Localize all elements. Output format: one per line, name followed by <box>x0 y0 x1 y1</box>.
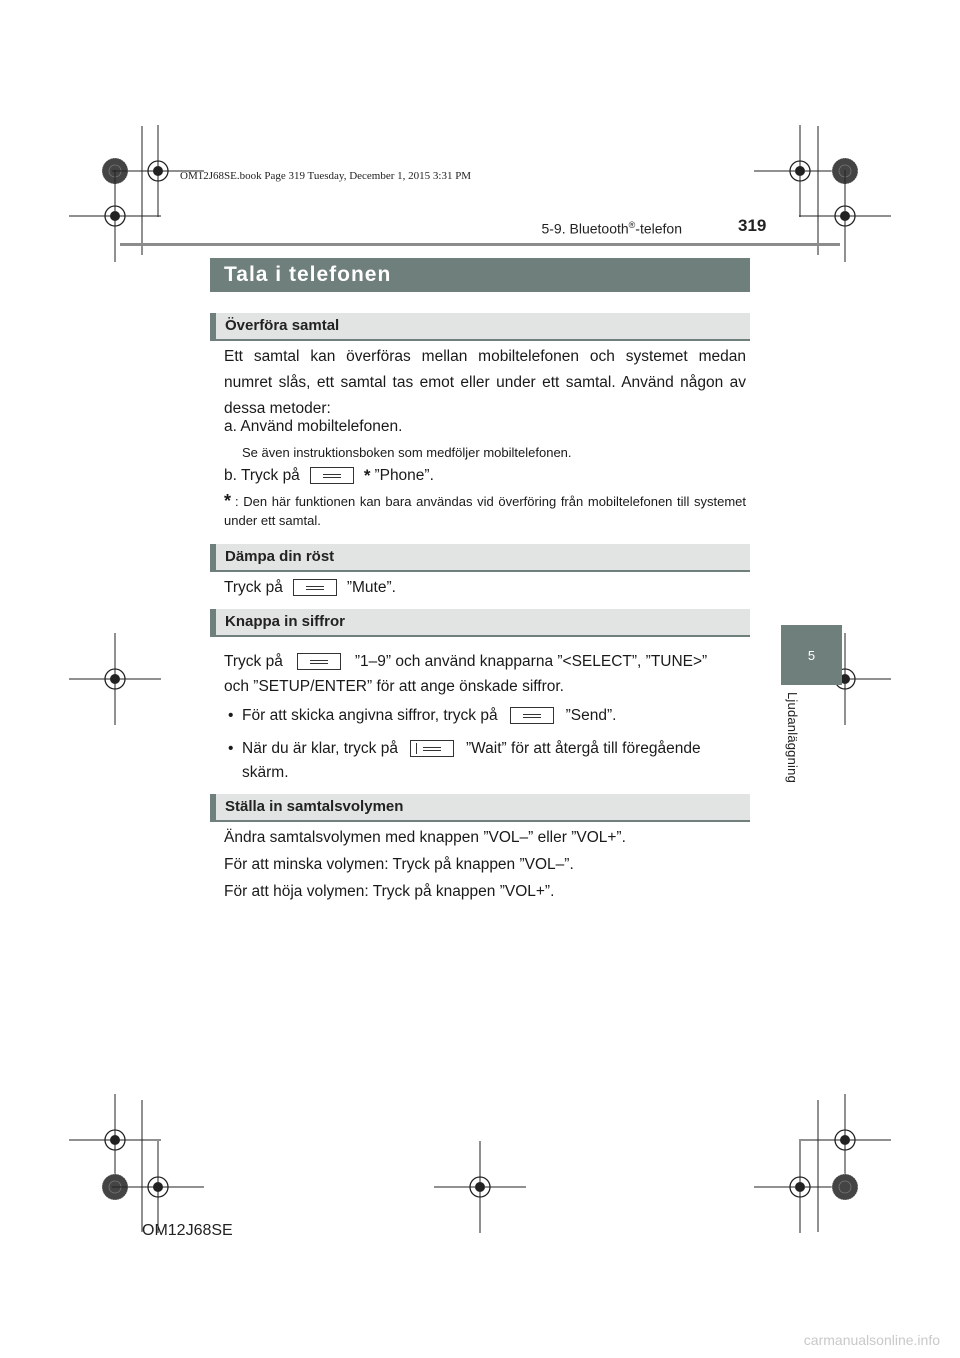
registered-mark: ® <box>628 220 636 230</box>
registration-mark <box>69 1094 161 1186</box>
digits-bullet-send <box>228 703 750 729</box>
registration-mark <box>69 170 161 262</box>
wait-button-icon <box>410 740 454 757</box>
bullet-icon: • <box>228 740 243 757</box>
transfer-item-a-note: Se även instruktionsboken som medföljer mobiltelefonen. <box>242 445 572 460</box>
send-button-icon <box>510 707 554 724</box>
chapter-tab: 5 <box>781 625 842 685</box>
digits-line1 <box>224 649 746 675</box>
transfer-item-b <box>224 463 746 489</box>
registration-mark <box>799 1094 891 1186</box>
registration-mark <box>799 170 891 262</box>
transfer-item-b-prefix: b. Tryck på <box>224 467 300 484</box>
watermark: carmanualsonline.info <box>803 1332 940 1348</box>
header-divider <box>120 243 840 246</box>
transfer-footnote <box>224 492 746 530</box>
digits-bullet2-suffix: ”Wait” för att återgå till föregående <box>465 740 701 757</box>
bullet-icon: • <box>228 707 243 724</box>
footnote-text: : Den här funktionen kan bara användas vid överföring från mobiltelefonen till systemet under ett samtal. <box>224 494 746 528</box>
page-number: 319 <box>738 216 767 235</box>
digits-bullet2-prefix: När du är klar, tryck på <box>242 740 398 757</box>
phone-button-icon <box>310 467 354 484</box>
digits-line2: och ”SETUP/ENTER” för att ange önskade siffror. <box>224 678 564 695</box>
digits-bullet2-line2: skärm. <box>242 764 289 781</box>
registration-mark <box>112 1141 204 1233</box>
section-prefix: 5-9. Bluetooth <box>541 220 629 237</box>
registration-mark <box>832 1174 858 1200</box>
digits-bullet1-prefix: För att skicka angivna siffror, tryck på <box>242 707 498 724</box>
digits-bullet-wait <box>228 736 750 762</box>
transfer-item-a: a. Använd mobiltelefonen. <box>224 418 403 435</box>
section-heading-mute: Dämpa din röst <box>210 544 750 572</box>
mute-button-icon <box>293 579 337 596</box>
footnote-star: * <box>363 466 371 485</box>
volume-line3: För att höja volymen: Tryck på knappen ”VOL+”. <box>224 883 555 900</box>
file-stamp: OM12J68SE.book Page 319 Tuesday, December 1, 2015 3:31 PM <box>180 170 472 182</box>
section-heading-digits: Knappa in siffror <box>210 609 750 637</box>
transfer-item-b-suffix: ”Phone”. <box>374 467 434 484</box>
registration-mark <box>434 1141 526 1233</box>
mute-text-suffix: ”Mute”. <box>346 579 396 596</box>
digits-line1-suffix: ”1–9” och använd knapparna ”<SELECT”, ”TUNE>” <box>354 653 708 670</box>
footnote-mark: * <box>224 491 232 511</box>
volume-line2: För att minska volymen: Tryck på knappen ”VOL–”. <box>224 856 574 873</box>
section-breadcrumb <box>541 220 682 237</box>
transfer-intro: Ett samtal kan överföras mellan mobiltelefonen och systemet medan numret slås, ett samtal tas emot eller under ett samtal. Använd någon av dessa metoder: <box>224 348 746 417</box>
section-suffix: -telefon <box>635 220 682 237</box>
registration-mark <box>69 633 161 725</box>
page-title: Tala i telefonen <box>210 258 750 292</box>
mute-text-prefix: Tryck på <box>224 579 283 596</box>
volume-line1: Ändra samtalsvolymen med knappen ”VOL–” eller ”VOL+”. <box>224 829 626 846</box>
chapter-label: Ljudanläggning <box>785 692 800 783</box>
mute-text <box>224 575 746 601</box>
digits-button-icon <box>297 653 341 670</box>
manual-code: OM12J68SE <box>142 1222 233 1239</box>
section-heading-transfer: Överföra samtal <box>210 313 750 341</box>
section-heading-volume: Ställa in samtalsvolymen <box>210 794 750 822</box>
digits-line1-prefix: Tryck på <box>224 653 283 670</box>
digits-bullet1-suffix: ”Send”. <box>565 707 617 724</box>
